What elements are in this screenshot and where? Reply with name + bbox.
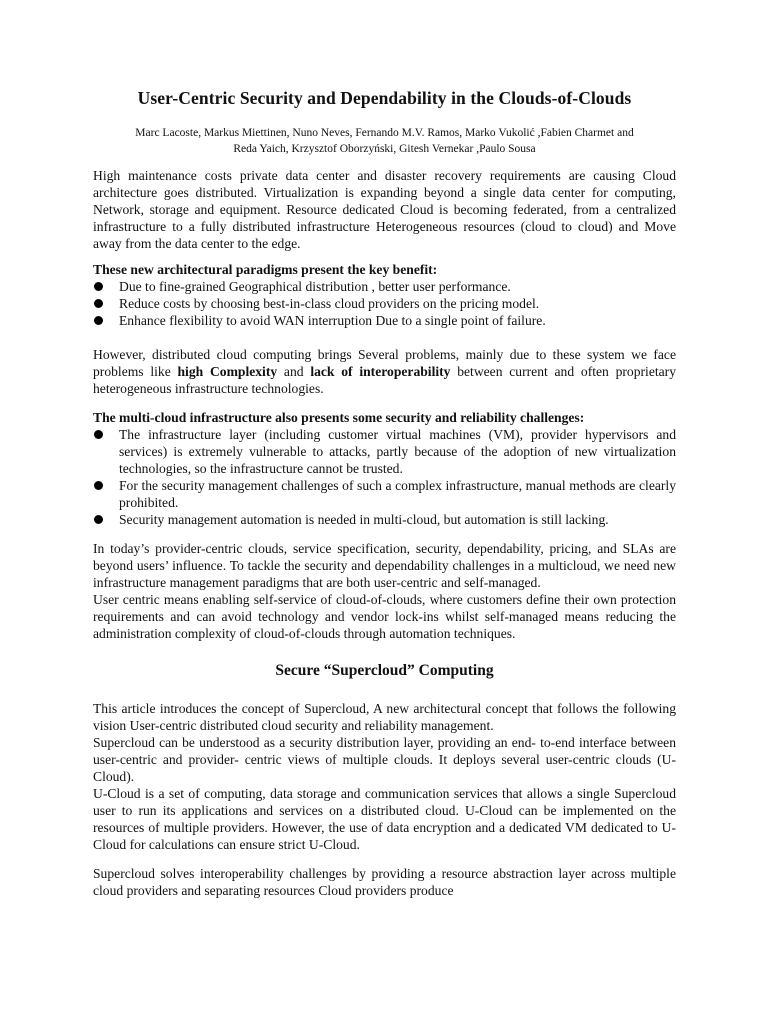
list-item: Reduce costs by choosing best-in-class cloud providers on the pricing model. (93, 295, 676, 312)
authors-line-2: Reda Yaich, Krzysztof Oborzyński, Gitesh Vernekar ,Paulo Sousa (233, 143, 536, 155)
list-item: Enhance flexibility to avoid WAN interruption Due to a single point of failure. (93, 312, 676, 329)
authors-line-1: Marc Lacoste, Markus Miettinen, Nuno Neves, Fernando M.V. Ramos, Marko Vukolić ,Fabien Charmet and (135, 127, 634, 139)
bullet-icon (94, 515, 103, 524)
benefits-heading: These new architectural paradigms present the key benefit: (93, 262, 438, 277)
author-list (93, 125, 676, 157)
list-item: Security management automation is needed in multi-cloud, but automation is still lacking. (93, 511, 676, 528)
supercloud-paragraph: Supercloud can be understood as a security distribution layer, providing an end- to-end interface between user-centric and provider- centric views of multiple clouds. It deploys several user-centric clouds (U-Cloud). (93, 735, 676, 784)
interoperability-paragraph: Supercloud solves interoperability challenges by providing a resource abstraction layer across multiple cloud providers and separating resources Cloud providers produce (93, 866, 676, 898)
section-title: Secure “Supercloud” Computing (275, 662, 494, 679)
challenges-heading: The multi-cloud infrastructure also presents some security and reliability challenges: (93, 410, 585, 425)
emphasis-high-complexity: high Complexity (177, 364, 278, 379)
ucloud-paragraph: U-Cloud is a set of computing, data storage and communication services that allows a single Supercloud user to run its applications and services on a distributed cloud. U-Cloud can be implemented on the resources of multiple providers. However, the use of data encryption and a dedicated VM dedicated to U-Cloud for calculations can ensure strict U-Cloud. (93, 786, 676, 852)
provider-centric-paragraph: In today’s provider-centric clouds, service specification, security, dependability, pricing, and SLAs are beyond users’ influence. To tackle the security and dependability challenges in a multicloud, we need new infrastructure management paradigms that are both user-centric and self-managed. (93, 541, 676, 590)
bullet-icon (94, 316, 103, 325)
challenges-list (93, 426, 676, 528)
bullet-icon (94, 282, 103, 291)
document-title: User-Centric Security and Dependability in the Clouds-of-Clouds (137, 88, 632, 108)
list-item: For the security management challenges of such a complex infrastructure, manual methods are clearly prohibited. (93, 477, 676, 511)
benefits-list (93, 278, 676, 329)
user-centric-paragraph: User centric means enabling self-service of cloud-of-clouds, where customers define their own protection requirements and can avoid technology and vendor lock-ins whilst self-managed means reducing the administration complexity of cloud-of-clouds through automation techniques. (93, 592, 676, 641)
problems-paragraph: However, distributed cloud computing brings Several problems, mainly due to these system we face problems like high Complexity and lack of interoperability between current and often proprietary heterogeneous infrastructure technologies. (93, 347, 676, 396)
list-item: Due to fine-grained Geographical distribution , better user performance. (93, 278, 676, 295)
bullet-icon (94, 299, 103, 308)
article-paragraph: This article introduces the concept of Supercloud, A new architectural concept that follows the following vision User-centric distributed cloud security and reliability management. (93, 701, 676, 733)
list-item: The infrastructure layer (including customer virtual machines (VM), provider hypervisors and services) is extremely vulnerable to attacks, partly because of the adoption of new virtualization technologies, so the infrastructure cannot be trusted. (93, 426, 676, 477)
bullet-icon (94, 481, 103, 490)
emphasis-lack-of-interoperability: lack of interoperability (310, 364, 451, 379)
intro-paragraph: High maintenance costs private data center and disaster recovery requirements are causing Cloud architecture goes distributed. Virtualization is expanding beyond a single data center for computing, Network, storage and equipment. Resource dedicated Cloud is becoming federated, from a centralized infrastructure to a fully distributed infrastructure Heterogeneous resources (cloud to cloud) and Move away from the data center to the edge. (93, 168, 676, 251)
bullet-icon (94, 430, 103, 439)
